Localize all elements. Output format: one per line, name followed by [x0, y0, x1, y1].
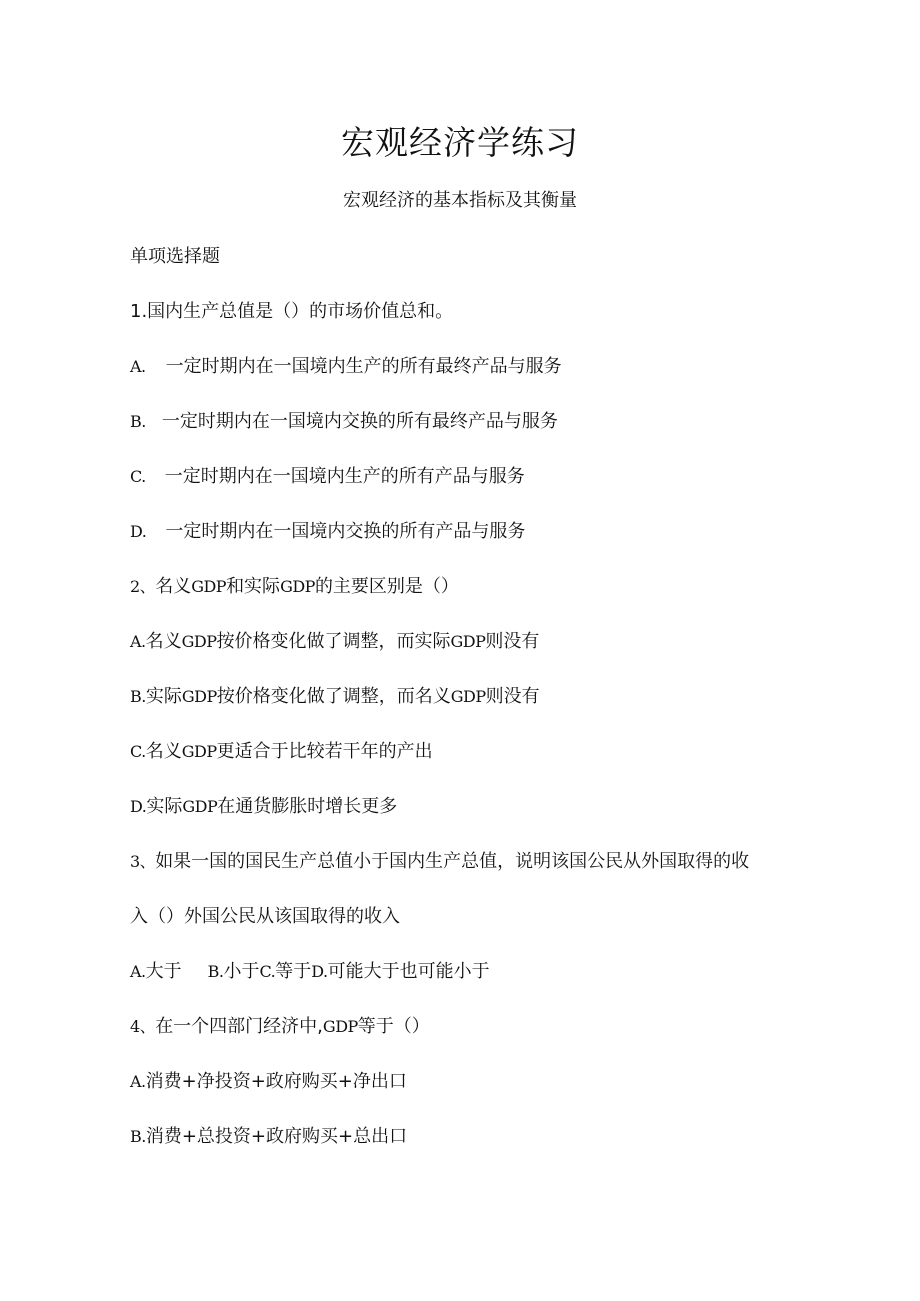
option-text: 一定时期内在一国境内生产的所有产品与服务 [164, 466, 525, 487]
option-label: A. [130, 357, 146, 376]
question-4-stem [130, 1014, 430, 1040]
gdp-term: GDP [322, 1017, 358, 1036]
option-label: C. [259, 962, 276, 981]
section-heading: 单项选择题 [130, 246, 220, 267]
stem-text: 在一个四部门经济中, [155, 1016, 323, 1037]
option-label: A. [130, 632, 146, 651]
document-title: 宏观经济学练习 [341, 123, 579, 162]
question-1-option-b [130, 409, 558, 435]
option-text: 则没有 [485, 631, 540, 652]
option-label: A. [130, 1072, 146, 1091]
question-2-option-a [130, 629, 539, 655]
gdp-term: GDP [182, 797, 218, 816]
option-text: 实际 [145, 686, 182, 707]
option-label: D. [130, 522, 147, 541]
option-text: 等于 [275, 961, 312, 982]
question-2-option-c [130, 739, 433, 765]
question-1-option-a [130, 354, 562, 380]
gdp-term: GDP [181, 632, 217, 651]
option-label: D. [130, 797, 147, 816]
question-3-options [130, 959, 490, 985]
question-2-stem [130, 574, 459, 600]
question-3-stem-line-1 [130, 849, 749, 875]
question-1-stem: 1.国内生产总值是（）的市场价值总和。 [130, 301, 454, 322]
option-label: B. [130, 1127, 146, 1146]
option-text: 实际 [146, 796, 183, 817]
option-text: 消费+净投资+政府购买+净出口 [145, 1071, 407, 1092]
option-text: 则没有 [485, 686, 540, 707]
stem-text: 和实际 [226, 576, 281, 597]
option-label: B. [130, 687, 146, 706]
question-3-stem-line-2: 入（）外国公民从该国取得的收入 [130, 906, 400, 927]
stem-text: 如果一国的国民生产总值小于国内生产总值，说明该国公民从外国取得的收 [155, 851, 750, 872]
option-text: 在通货膨胀时增长更多 [217, 796, 398, 817]
gdp-term: GDP [280, 577, 315, 596]
question-number: 3、 [130, 852, 156, 871]
option-label: B. [207, 962, 224, 981]
question-number: 4、 [130, 1017, 156, 1036]
option-text: 消费+总投资+政府购买+总出口 [145, 1126, 408, 1147]
option-label: B. [130, 412, 146, 431]
option-text: 名义 [145, 631, 182, 652]
option-text: 按价格变化做了调整，而名义 [216, 686, 451, 707]
option-label: C. [130, 742, 146, 761]
stem-text: 的主要区别是（） [314, 576, 459, 597]
option-text: 按价格变化做了调整，而实际 [216, 631, 451, 652]
option-text: 可能大于也可能小于 [327, 961, 490, 982]
gdp-term: GDP [181, 687, 217, 706]
option-text: 一定时期内在一国境内交换的所有最终产品与服务 [161, 411, 558, 432]
gdp-term: GDP [181, 742, 217, 761]
gdp-term: GDP [191, 577, 227, 596]
option-label: C. [130, 467, 146, 486]
question-2-option-b [130, 684, 540, 710]
question-1-option-c [130, 464, 525, 490]
option-text: 大于 [145, 961, 182, 982]
gdp-term: GDP [450, 632, 486, 651]
option-text: 名义 [145, 741, 182, 762]
gdp-term: GDP [450, 687, 486, 706]
stem-text: 等于（） [357, 1016, 430, 1037]
stem-text: 名义 [155, 576, 192, 597]
option-text: 小于 [223, 961, 260, 982]
question-4-option-b [130, 1124, 407, 1150]
question-number: 2、 [130, 577, 156, 596]
question-2-option-d [130, 794, 397, 820]
option-label: A. [130, 962, 146, 981]
option-text: 一定时期内在一国境内生产的所有最终产品与服务 [165, 356, 562, 377]
question-1-option-d [130, 519, 525, 545]
document-subtitle: 宏观经济的基本指标及其衡量 [343, 190, 577, 211]
option-text: 更适合于比较若干年的产出 [216, 741, 433, 762]
option-label: D. [311, 962, 328, 981]
option-text: 一定时期内在一国境内交换的所有产品与服务 [165, 521, 526, 542]
question-4-option-a [130, 1069, 407, 1095]
